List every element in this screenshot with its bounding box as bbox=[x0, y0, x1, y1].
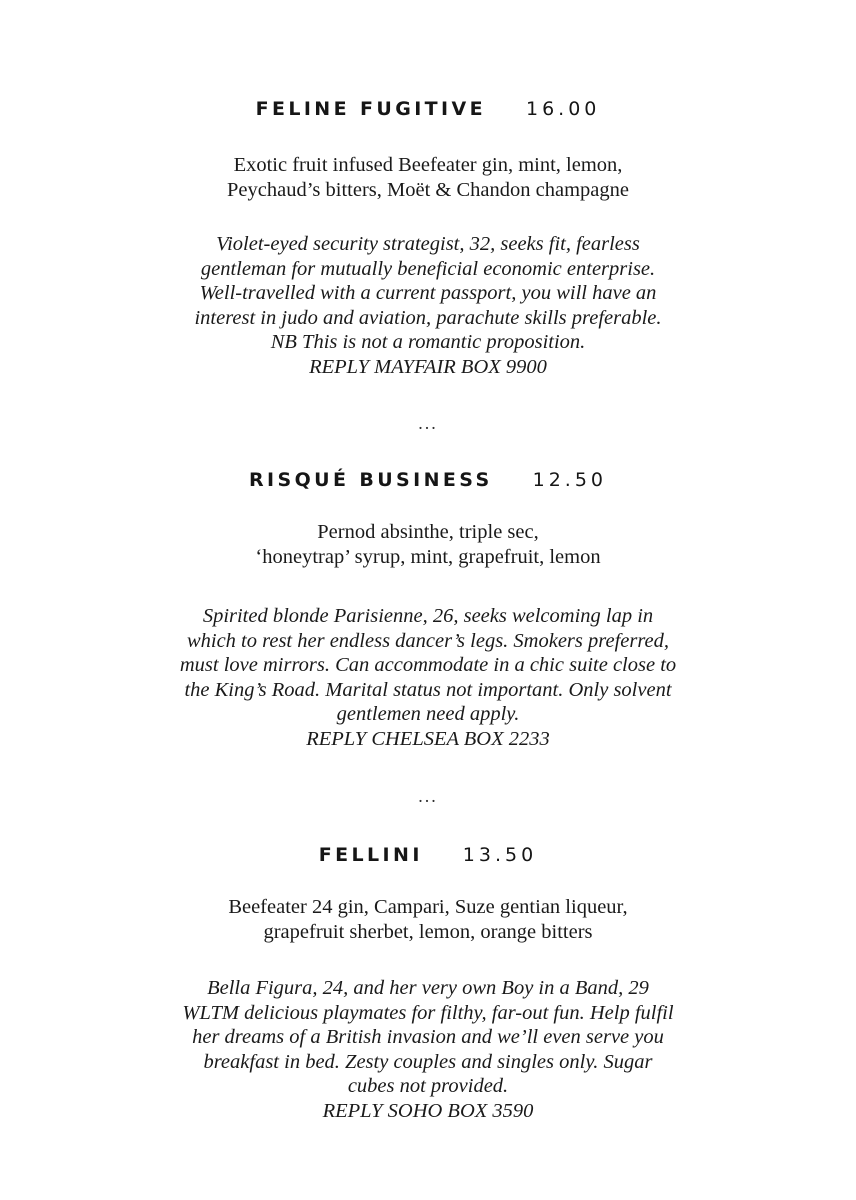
section-separator: ... bbox=[418, 786, 438, 806]
cocktail-heading bbox=[0, 469, 856, 491]
ingredients-line: grapefruit sherbet, lemon, orange bitters bbox=[263, 921, 593, 943]
ad-line: the King’s Road. Marital status not important. Only solvent bbox=[184, 678, 672, 701]
ingredients-line: ‘honeytrap’ syrup, mint, grapefruit, lemon bbox=[255, 546, 601, 568]
ad-reply-line: REPLY CHELSEA BOX 2233 bbox=[306, 727, 550, 750]
ad-line: interest in judo and aviation, parachute skills preferable. bbox=[194, 306, 662, 329]
ad-line: breakfast in bed. Zesty couples and singles only. Sugar bbox=[203, 1050, 653, 1073]
personal-ad bbox=[0, 976, 856, 1124]
cocktail-price: 16.00 bbox=[526, 98, 601, 120]
ad-line: which to rest her endless dancer’s legs. Smokers preferred, bbox=[186, 629, 670, 652]
ad-line: Violet-eyed security strategist, 32, seeks fit, fearless bbox=[216, 233, 640, 255]
section-separator: ... bbox=[418, 413, 438, 433]
ad-line: her dreams of a British invasion and we’ll even serve you bbox=[192, 1026, 664, 1049]
ingredients-line: Beefeater 24 gin, Campari, Suze gentian liqueur, bbox=[228, 896, 628, 918]
personal-ad bbox=[0, 604, 856, 752]
cocktail-ingredients bbox=[0, 520, 856, 570]
ingredients-line: Peychaud’s bitters, Moët & Chandon champagne bbox=[227, 179, 629, 201]
ad-line: Bella Figura, 24, and her very own Boy in a Band, 29 bbox=[207, 977, 649, 999]
cocktail-name: FELLINI bbox=[318, 844, 423, 866]
ad-line: Well-travelled with a current passport, you will have an bbox=[199, 282, 657, 305]
cocktail-ingredients bbox=[0, 895, 856, 945]
personal-ad bbox=[0, 232, 856, 380]
ad-line: gentlemen need apply. bbox=[336, 703, 520, 726]
cocktail-name: RISQUÉ BUSINESS bbox=[248, 469, 493, 491]
cocktail-price: 13.50 bbox=[462, 844, 538, 866]
cocktail-heading bbox=[0, 844, 856, 866]
ad-line: must love mirrors. Can accommodate in a chic suite close to bbox=[179, 654, 677, 677]
ad-line: gentleman for mutually beneficial economic enterprise. bbox=[200, 257, 656, 280]
ingredients-line: Exotic fruit infused Beefeater gin, mint, lemon, bbox=[233, 154, 623, 176]
cocktail-price: 12.50 bbox=[532, 469, 608, 491]
cocktail-name: FELINE FUGITIVE bbox=[255, 98, 486, 120]
ad-reply-line: REPLY MAYFAIR BOX 9900 bbox=[309, 355, 547, 378]
ad-reply-line: REPLY SOHO BOX 3590 bbox=[322, 1099, 534, 1122]
ad-line: Spirited blonde Parisienne, 26, seeks welcoming lap in bbox=[202, 605, 654, 627]
ad-line: NB This is not a romantic proposition. bbox=[270, 331, 586, 354]
cocktail-ingredients bbox=[0, 153, 856, 203]
ingredients-line: Pernod absinthe, triple sec, bbox=[317, 521, 539, 543]
ad-line: cubes not provided. bbox=[347, 1075, 509, 1098]
cocktail-heading bbox=[0, 98, 856, 120]
ad-line: WLTM delicious playmates for filthy, far-out fun. Help fulfil bbox=[182, 1001, 674, 1024]
